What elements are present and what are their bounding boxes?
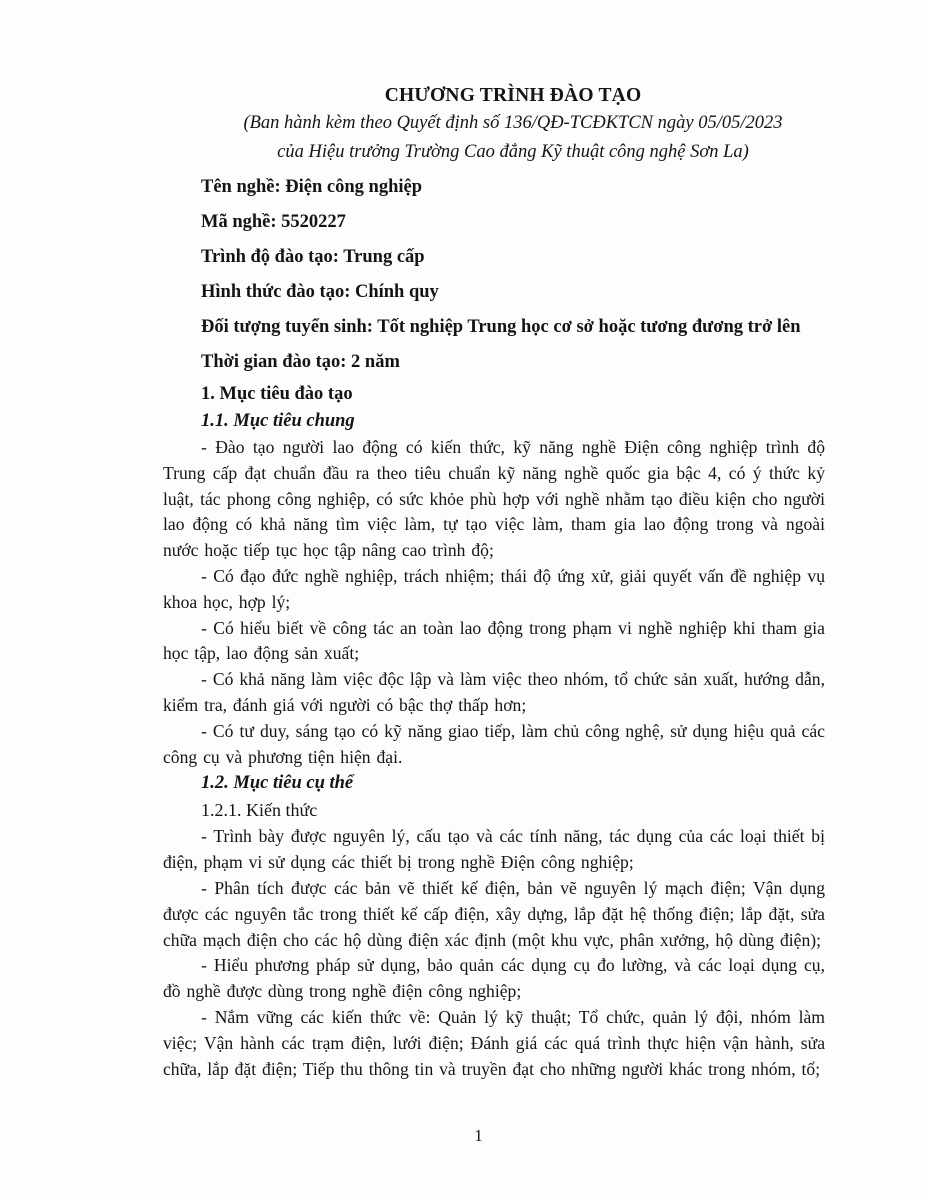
paragraph-muc-tieu-chung-3: - Có hiểu biết về công tác an toàn lao động trong phạm vi nghề nghiệp khi tham gia học tập, lao động sản xuất;	[163, 617, 825, 664]
document-header	[163, 82, 863, 167]
info-line-ten-nghe: Tên nghề: Điện công nghiệp	[201, 177, 423, 197]
info-line-trinh-do-dao-tao: Trình độ đào tạo: Trung cấp	[201, 247, 425, 267]
page-number: 1	[474, 1126, 483, 1145]
paragraph-muc-tieu-chung-1: - Đào tạo người lao động có kiến thức, kỹ năng nghề Điện công nghiệp trình độ Trung cấp đạt chuẩn đầu ra theo tiêu chuẩn kỹ năng nghề quốc gia bậc 4, có ý thức kỷ luật, tác phong công nghiệp, có sức khỏe phù hợp với nghề nhằm tạo điều kiện cho người lao động có khả năng tìm việc làm, tự tạo việc làm, tham gia lao động trong và ngoài nước hoặc tiếp tục học tập nâng cao trình độ;	[163, 437, 825, 561]
document-subtitle-line-1: (Ban hành kèm theo Quyết định số 136/QĐ-TCĐKTCN ngày 05/05/2023	[243, 113, 783, 133]
heading-muc-tieu-cu-the: 1.2. Mục tiêu cụ thể	[201, 773, 354, 794]
paragraph-muc-tieu-chung-5: - Có tư duy, sáng tạo có kỹ năng giao tiếp, làm chủ công nghệ, sử dụng hiệu quả các công cụ và phương tiện hiện đại.	[163, 720, 825, 767]
paragraph-kien-thuc-4: - Nắm vững các kiến thức về: Quản lý kỹ thuật; Tổ chức, quản lý đội, nhóm làm việc; Vận hành các trạm điện, lưới điện; Đánh giá các quá trình thực hiện vận hành, sửa chữa, lắp đặt điện; Tiếp thu thông tin và truyền đạt cho những người khác trong nhóm, tổ;	[163, 1006, 825, 1079]
paragraph-muc-tieu-chung-4: - Có khả năng làm việc độc lập và làm việc theo nhóm, tổ chức sản xuất, hướng dẫn, kiểm tra, đánh giá với người có bậc thợ thấp hơn;	[163, 669, 825, 715]
heading-kien-thuc: 1.2.1. Kiến thức	[201, 800, 318, 821]
section-muc-tieu-dao-tao	[163, 380, 825, 1082]
program-info-block	[163, 170, 825, 380]
info-line-ma-nghe: Mã nghề: 5520227	[201, 212, 346, 232]
document-content	[163, 82, 825, 1082]
info-line-thoi-gian-dao-tao: Thời gian đào tạo: 2 năm	[201, 352, 400, 372]
document-title: CHƯƠNG TRÌNH ĐÀO TẠO	[384, 85, 642, 106]
paragraph-kien-thuc-3: - Hiểu phương pháp sử dụng, bảo quản các dụng cụ đo lường, và các loại dụng cụ, đồ nghề được dùng trong nghề điện công nghiệp;	[163, 955, 825, 1002]
heading-muc-tieu-chung: 1.1. Mục tiêu chung	[201, 411, 355, 431]
paragraph-muc-tieu-chung-2: - Có đạo đức nghề nghiệp, trách nhiệm; thái độ ứng xử, giải quyết vấn đề nghiệp vụ khoa học, hợp lý;	[163, 565, 825, 612]
page-footer	[0, 1126, 927, 1146]
heading-muc-tieu-dao-tao: 1. Mục tiêu đào tạo	[201, 384, 353, 404]
info-line-hinh-thuc-dao-tao: Hình thức đào tạo: Chính quy	[201, 282, 439, 302]
paragraph-kien-thuc-1: - Trình bày được nguyên lý, cấu tạo và các tính năng, tác dụng của các loại thiết bị điện, phạm vi sử dụng các thiết bị trong nghề Điện công nghiệp;	[163, 826, 825, 873]
info-line-doi-tuong-tuyen-sinh: Đối tượng tuyển sinh: Tốt nghiệp Trung học cơ sở hoặc tương đương trở lên	[201, 317, 801, 337]
paragraph-kien-thuc-2: - Phân tích được các bản vẽ thiết kế điện, bản vẽ nguyên lý mạch điện; Vận dụng được các nguyên tắc trong thiết kế cấp điện, xây dựng, lắp đặt hệ thống điện; lắp đặt, sửa chữa mạch điện cho các hộ dùng điện xác định (một khu vực, phân xưởng, hộ dùng điện);	[163, 877, 825, 950]
document-subtitle-line-2: của Hiệu trưởng Trường Cao đẳng Kỹ thuật công nghệ Sơn La)	[277, 142, 749, 162]
